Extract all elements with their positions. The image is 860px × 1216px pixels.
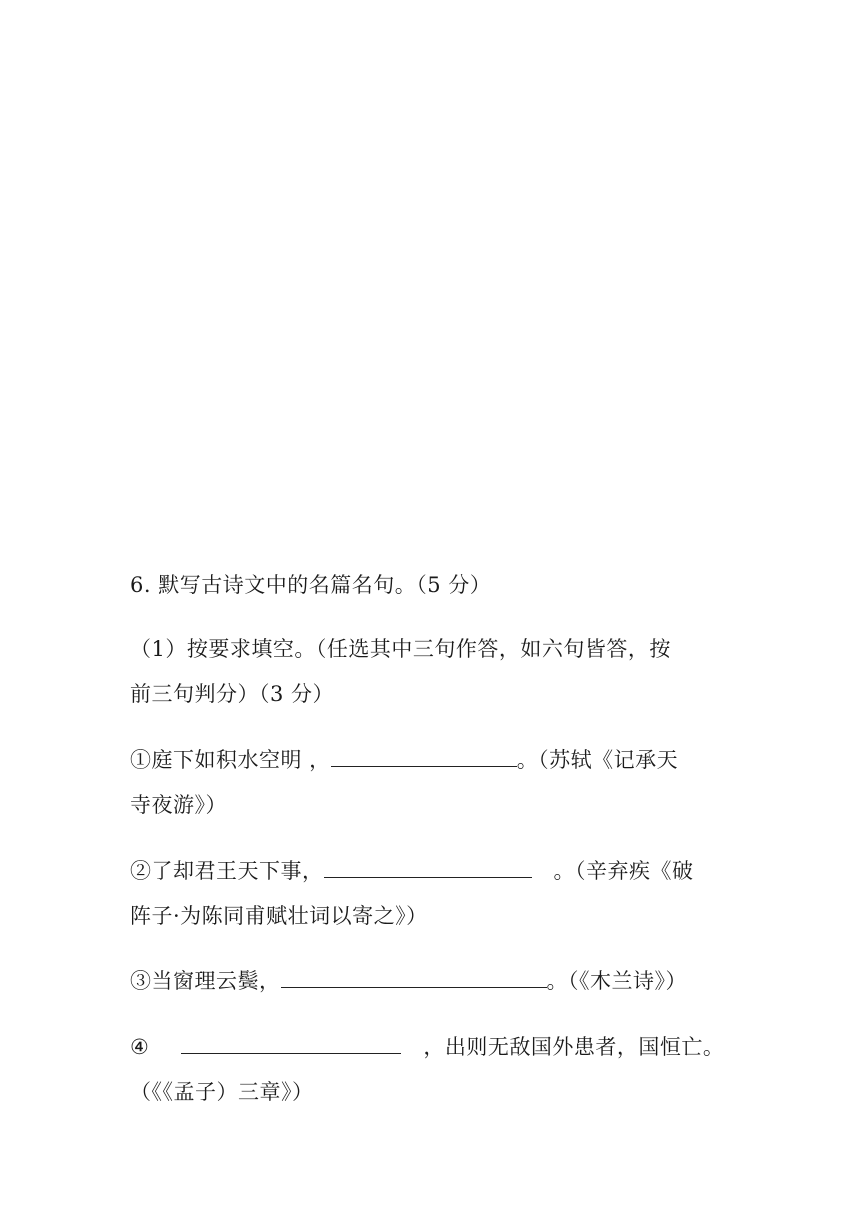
instruction-line-2: 前三句判分）（3 分） [130,682,335,706]
item-4-answer-blank[interactable] [181,1033,401,1054]
item-2-prefix: ②了却君王天下事， [130,859,324,883]
item-1-suffix: 。（苏轼《记承天 [516,748,679,772]
item-4-prefix: ④ [130,1035,150,1059]
item-3-suffix: 。（《木兰诗》） [546,969,687,993]
item-1-continuation: 寺夜游》） [130,793,227,817]
instruction-line-1: （1）按要求填空。（任选其中三句作答，如六句皆答，按 [130,637,671,661]
item-4 [130,1033,740,1061]
item-2-continuation: 阵子·为陈同甫赋壮词以寄之》） [130,904,428,928]
item-3-prefix: ③当窗理云鬓， [130,969,281,993]
item-4-suffix: ，出则无敌国外患者，国恒亡。 [423,1035,725,1059]
item-3 [130,967,740,995]
item-4-continuation: （《《孟子）三章》） [130,1080,314,1104]
item-1-prefix: ①庭下如积水空明 ， [130,748,331,772]
question-title: 6. 默写古诗文中的名篇名句。（5 分） [130,573,492,597]
item-1-answer-blank[interactable] [331,746,517,767]
item-1 [130,746,740,774]
item-3-answer-blank[interactable] [281,967,547,988]
item-2-suffix: 。（辛弃疾《破 [553,859,694,883]
item-2-answer-blank[interactable] [324,857,532,878]
item-2 [130,857,740,885]
